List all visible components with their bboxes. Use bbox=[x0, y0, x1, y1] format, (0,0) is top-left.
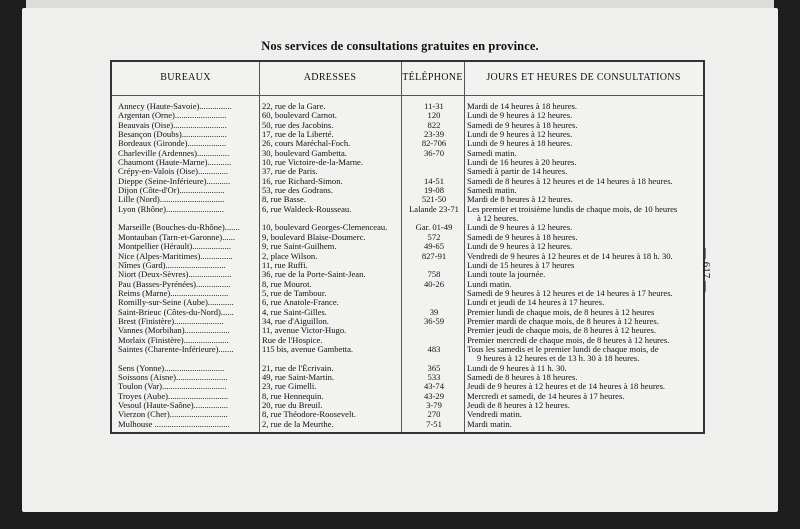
jours-cell: Samedi matin. bbox=[467, 148, 517, 158]
telephone-cell: 758 bbox=[427, 270, 441, 280]
bureau-cell: Reims (Marne)........................... bbox=[118, 288, 229, 298]
adresse-cell: 4, rue Saint-Gilles. bbox=[262, 307, 327, 317]
jours-cell: Samedi à partir de 14 heures. bbox=[467, 167, 568, 177]
adresse-cell: 21, rue de l'Écrivain. bbox=[262, 363, 334, 373]
bureau-cell: Romilly-sur-Seine (Aube)............ bbox=[118, 298, 234, 308]
telephone-cell: 11-31 bbox=[424, 102, 444, 111]
bureau-cell: Nîmes (Gard)............................ bbox=[118, 260, 226, 270]
jours-cell: Tous les samedis et le premier lundi de chaque mois, de bbox=[467, 344, 659, 354]
bureau-cell: Niort (Deux-Sèvres).................... bbox=[118, 270, 232, 280]
bureau-cell: Morlaix (Finistère)..................... bbox=[118, 335, 229, 345]
telephone-cell: 365 bbox=[427, 363, 441, 373]
adresse-cell: 10, rue Victoire-de-la-Marne. bbox=[262, 158, 363, 168]
jours-cell: Samedi de 8 heures à 12 heures et de 14 heures à 18 heures. bbox=[467, 176, 673, 186]
page-number: — 617 — bbox=[700, 248, 712, 292]
adresse-cell bbox=[262, 354, 402, 363]
adresse-cell: 11, rue Ruffi. bbox=[262, 260, 308, 270]
bureau-cell bbox=[118, 354, 258, 363]
adresse-cell: 60, boulevard Carnot. bbox=[262, 111, 337, 121]
bureau-cell: Dieppe (Seine-Inférieure)........... bbox=[118, 176, 231, 186]
adresse-cell: 5, rue de Tambour. bbox=[262, 288, 327, 298]
telephone-cell: 82-706 bbox=[421, 139, 447, 149]
telephone-cell: 23-39 bbox=[423, 130, 445, 140]
jours-cell: Lundi de 9 heures à 18 heures. bbox=[467, 139, 573, 149]
bureau-cell: Annecy (Haute-Savoie)............... bbox=[118, 102, 232, 111]
jours-cell: Jeudi de 9 heures à 12 heures et de 14 heures à 18 heures. bbox=[467, 382, 666, 392]
adresse-cell: 49, rue Saint-Martin. bbox=[262, 372, 335, 382]
adresse-cell: 23, rue Gimelli. bbox=[262, 382, 317, 392]
adresses-column bbox=[262, 102, 402, 429]
adresse-cell: 9, boulevard Blaise-Doumerc. bbox=[262, 232, 366, 242]
adresse-cell: 10, boulevard Georges-Clemenceau. bbox=[262, 223, 388, 233]
adresse-cell: 53, rue des Godrans. bbox=[262, 186, 333, 196]
bureau-cell: Argentan (Orne)........................ bbox=[118, 111, 227, 121]
bureau-cell: Saint-Brieuc (Côtes-du-Nord)...... bbox=[118, 307, 234, 317]
bureau-cell: Vannes (Morbihan)..................... bbox=[118, 326, 230, 336]
jours-cell: Premier jeudi de chaque mois, de 8 heures à 12 heures. bbox=[467, 326, 656, 336]
adresse-cell: 22, rue de la Gare. bbox=[262, 102, 326, 111]
adresse-cell: 2, place Wilson. bbox=[262, 251, 318, 261]
telephone-cell: 7-51 bbox=[426, 419, 442, 429]
bureau-cell: Marseille (Bouches-du-Rhône)....... bbox=[118, 223, 240, 233]
telephone-cell: 40-26 bbox=[423, 279, 445, 289]
bureau-cell: Beauvais (Oise)......................... bbox=[118, 120, 227, 130]
telephone-cell: 822 bbox=[427, 120, 441, 130]
jours-cell: Vendredi de 9 heures à 12 heures et de 14 heures à 18 h. 30. bbox=[467, 251, 673, 261]
adresse-cell: 2, rue de la Meurthe. bbox=[262, 419, 334, 429]
jours-cell: Lundi toute la journée. bbox=[467, 270, 546, 280]
jours-column bbox=[467, 102, 699, 429]
bureau-cell: Dijon (Côte-d'Or)..................... bbox=[118, 186, 225, 196]
page-title: Nos services de consultations gratuites en province. bbox=[261, 39, 539, 53]
jours-cell: Vendredi matin. bbox=[467, 410, 522, 420]
telephone-cell bbox=[402, 354, 466, 363]
bureau-cell: Saintes (Charente-Inférieure)....... bbox=[118, 344, 234, 354]
adresse-cell: 8, rue Théodore-Roosevelt. bbox=[262, 410, 356, 420]
jours-cell: Jeudi de 8 heures à 12 heures. bbox=[467, 401, 570, 410]
telephone-cell: 43-29 bbox=[423, 391, 445, 401]
telephone-cell: 49-65 bbox=[423, 242, 445, 252]
telephone-cell: 36-59 bbox=[423, 316, 445, 326]
jours-cell: Samedi de 9 heures à 18 heures. bbox=[467, 232, 578, 242]
adresse-cell: 26, cours Maréchal-Foch. bbox=[262, 139, 351, 149]
telephone-cell bbox=[402, 298, 466, 307]
adresse-cell: 50, rue des Jacobins. bbox=[262, 120, 334, 130]
adresse-cell: 16, rue Richard-Simon. bbox=[262, 176, 343, 186]
jours-cell: 9 heures à 12 heures et de 13 h. 30 à 18 heures. bbox=[477, 354, 640, 364]
telephone-cell bbox=[402, 289, 466, 298]
adresse-cell: 115 bis, avenue Gambetta. bbox=[262, 344, 354, 354]
jours-cell: Lundi de 9 heures à 12 heures. bbox=[467, 223, 573, 233]
jours-cell: Lundi et jeudi de 14 heures à 17 heures. bbox=[467, 298, 605, 308]
telephone-cell bbox=[402, 167, 466, 176]
header-bureaux: BUREAUX bbox=[160, 72, 211, 83]
jours-cell: Lundi de 9 heures à 12 heures. bbox=[467, 130, 573, 140]
jours-cell: Lundi de 15 heures à 17 heures bbox=[467, 260, 575, 270]
jours-cell: Lundi de 9 heures à 12 heures. bbox=[467, 111, 573, 121]
bureau-cell bbox=[118, 214, 258, 223]
bureau-cell: Bordeaux (Gironde).................. bbox=[118, 139, 227, 149]
bureau-cell: Charleville (Ardennes)............... bbox=[118, 148, 230, 158]
bureau-cell: Crépy-en-Valois (Oise).............. bbox=[118, 167, 229, 177]
telephone-cell: Lalande 23-71 bbox=[409, 204, 459, 214]
telephone-cell: 483 bbox=[427, 344, 441, 354]
jours-cell: Premier mardi de chaque mois, de 8 heures à 12 heures. bbox=[467, 316, 659, 326]
adresse-cell: 30, boulevard Gambetta. bbox=[262, 148, 347, 158]
bureau-cell: Vesoul (Haute-Saône)................ bbox=[118, 401, 229, 410]
bureau-cell: Soissons (Aisne)........................ bbox=[118, 372, 228, 382]
telephone-cell: 36-70 bbox=[423, 148, 445, 158]
jours-cell: Samedi matin. bbox=[467, 186, 517, 196]
bureau-cell: Pau (Basses-Pyrénées)................ bbox=[118, 279, 231, 289]
bureau-cell: Nice (Alpes-Maritimes)............... bbox=[118, 251, 233, 261]
telephone-cell: 120 bbox=[427, 111, 441, 121]
jours-cell: Samedi de 9 heures à 18 heures. bbox=[467, 120, 578, 130]
telephone-cell: Gar. 01-49 bbox=[415, 223, 453, 233]
header-telephone: TÉLÉPHONE bbox=[402, 72, 463, 83]
adresse-cell: 20, rue du Breuil. bbox=[262, 401, 323, 410]
jours-cell: Premier mercredi de chaque mois, de 8 heures à 12 heures. bbox=[467, 335, 670, 345]
jours-cell: à 12 heures. bbox=[477, 214, 519, 224]
header-adresses: ADRESSES bbox=[303, 72, 357, 83]
adresse-cell: Rue de l'Hospice. bbox=[262, 335, 323, 345]
adresse-cell: 9, rue Saint-Guilhem. bbox=[262, 242, 337, 252]
header-jours: JOURS ET HEURES DE CONSULTATIONS bbox=[486, 72, 681, 83]
bureau-cell: Vierzon (Cher)........................... bbox=[118, 410, 228, 420]
column-divider bbox=[259, 62, 260, 432]
adresse-cell: 8, rue Basse. bbox=[262, 195, 306, 205]
jours-cell: Samedi de 8 heures à 18 heures. bbox=[467, 372, 578, 382]
jours-cell: Mercredi et samedi, de 14 heures à 17 heures. bbox=[467, 391, 625, 401]
telephone-cell: 270 bbox=[427, 410, 441, 420]
jours-cell: Les premier et troisième lundis de chaque mois, de 10 heures bbox=[467, 204, 678, 214]
jours-cell: Samedi de 9 heures à 12 heures et de 14 heures à 17 heures. bbox=[467, 288, 673, 298]
jours-cell: Lundi de 16 heures à 20 heures. bbox=[467, 158, 577, 168]
adresse-cell: 8, rue Mourot. bbox=[262, 279, 312, 289]
adresse-cell: 17, rue de la Liberté. bbox=[262, 130, 334, 140]
adresse-cell: 6, rue Anatole-France. bbox=[262, 298, 339, 308]
telephone-cell: 14-51 bbox=[423, 176, 445, 186]
bureau-cell: Troyes (Aube)............................ bbox=[118, 391, 229, 401]
jours-cell: Mardi de 14 heures à 18 heures. bbox=[467, 102, 578, 111]
bureau-cell: Toulon (Var).............................. bbox=[118, 382, 227, 392]
telephone-cell bbox=[402, 214, 466, 223]
telephone-cell bbox=[402, 158, 466, 167]
telephone-cell bbox=[402, 326, 466, 335]
adresse-cell: 6, rue Waldeck-Rousseau. bbox=[262, 204, 352, 214]
telephone-cell: 43-74 bbox=[423, 382, 445, 392]
adresse-cell: 8, rue Hennequin. bbox=[262, 391, 324, 401]
telephone-column bbox=[402, 102, 466, 429]
telephone-cell bbox=[402, 336, 466, 345]
telephone-cell: 521-50 bbox=[421, 195, 447, 205]
bureau-cell: Lyon (Rhône)........................... bbox=[118, 204, 224, 214]
header-divider bbox=[112, 95, 703, 96]
bureau-cell: Sens (Yonne)............................ bbox=[118, 363, 225, 373]
adresse-cell: 34, rue d'Aiguillon. bbox=[262, 316, 329, 326]
telephone-cell bbox=[402, 261, 466, 270]
telephone-cell: 3-79 bbox=[426, 401, 442, 410]
bureau-cell: Chaumont (Haute-Marne)........... bbox=[118, 158, 232, 168]
bureau-cell: Montauban (Tarn-et-Garonne)...... bbox=[118, 232, 236, 242]
jours-cell: Premier lundi de chaque mois, de 8 heures à 12 heures bbox=[467, 307, 655, 317]
bureau-cell: Besançon (Doubs)..................... bbox=[118, 130, 227, 140]
telephone-cell: 39 bbox=[429, 307, 439, 317]
bureau-cell: Brest (Finistère)....................... bbox=[118, 316, 224, 326]
jours-cell: Lundi de 9 heures à 11 h. 30. bbox=[467, 363, 567, 373]
bureau-cell: Lille (Nord).............................. bbox=[118, 195, 225, 205]
jours-cell: Lundi matin. bbox=[467, 279, 512, 289]
adresse-cell: 11, avenue Victor-Hugo. bbox=[262, 326, 347, 336]
bureaux-column bbox=[118, 102, 258, 429]
jours-cell: Lundi de 9 heures à 12 heures. bbox=[467, 242, 573, 252]
telephone-cell: 19-08 bbox=[423, 186, 445, 196]
telephone-cell: 572 bbox=[427, 232, 441, 242]
adresse-cell: 36, rue de la Porte-Saint-Jean. bbox=[262, 270, 366, 280]
jours-cell: Mardi de 8 heures à 12 heures. bbox=[467, 195, 573, 205]
adresse-cell bbox=[262, 214, 402, 223]
telephone-cell: 533 bbox=[427, 372, 441, 382]
adresse-cell: 37, rue de Paris. bbox=[262, 167, 318, 177]
bureau-cell: Montpellier (Hérault).................. bbox=[118, 242, 231, 252]
consultations-table bbox=[110, 60, 705, 434]
telephone-cell: 827-91 bbox=[421, 251, 447, 261]
bureau-cell: Mulhouse ................................... bbox=[118, 419, 230, 429]
jours-cell: Mardi matin. bbox=[467, 419, 512, 429]
